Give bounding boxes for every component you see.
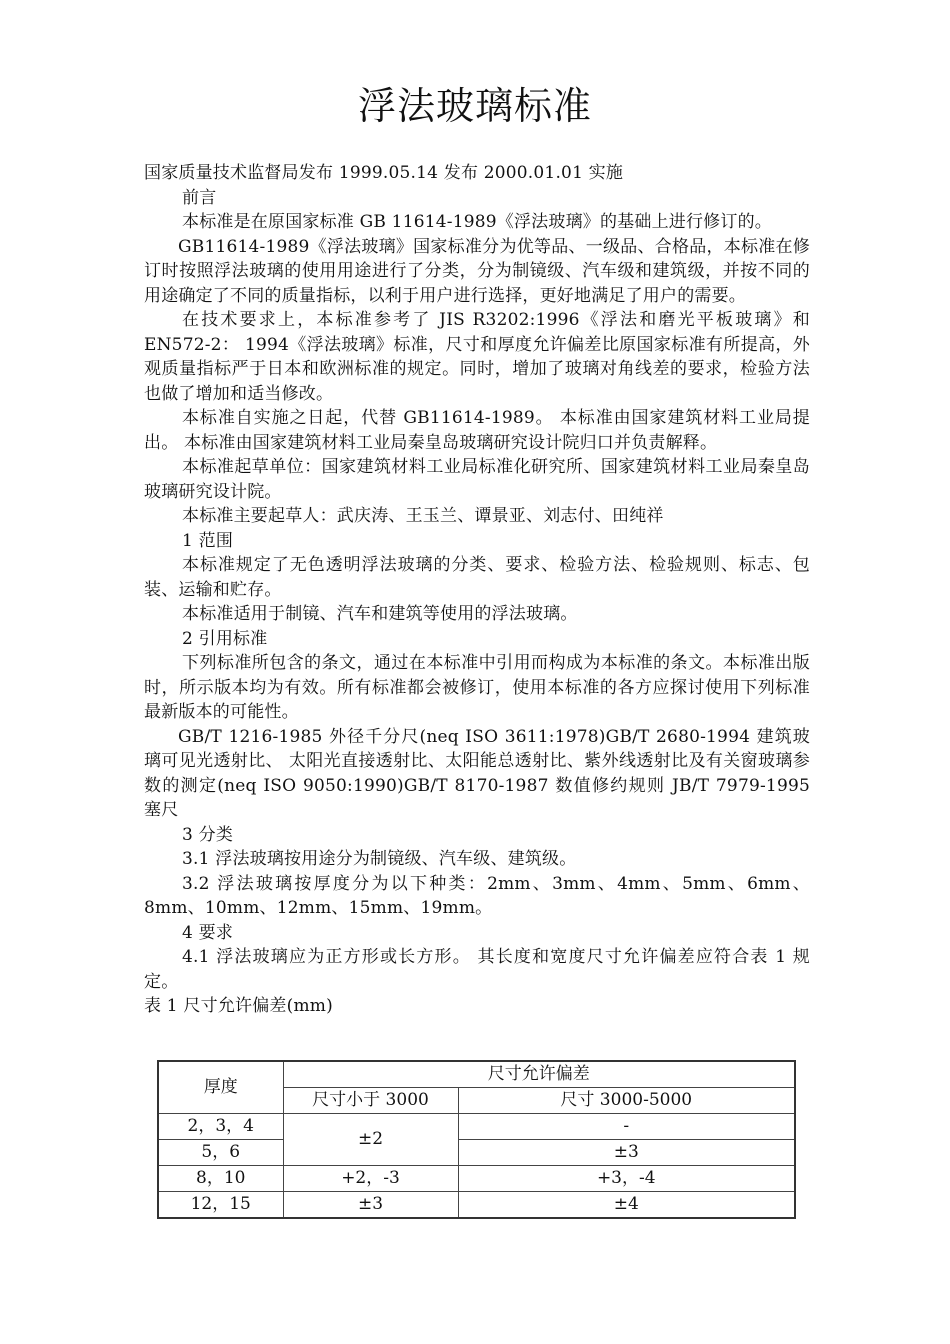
section-heading-foreword: 前言 bbox=[182, 187, 217, 208]
header-size-3000-5000: 尺寸 3000-5000 bbox=[458, 1088, 795, 1114]
section-heading-scope: 1 范围 bbox=[182, 530, 234, 551]
paragraph: GB/T 1216-1985 外径千分尺(neq ISO 3611:1978)GB/T 2680-1994 建筑玻璃可见光透射比、 太阳光直接透射比、太阳能总透射比、紫外线透射比及有关窗玻璃参数的测定(neq ISO 9050:1990)GB/T 8170-1987 数值修约规则 JB/T 7979-1995 塞尺 bbox=[144, 726, 810, 820]
table-row bbox=[158, 1114, 795, 1140]
header-deviation-group: 尺寸允许偏差 bbox=[283, 1061, 795, 1088]
document-body bbox=[144, 161, 810, 1019]
paragraph: 本标准起草单位：国家建筑材料工业局标准化研究所、国家建筑材料工业局秦皇岛玻璃研究设计院。 bbox=[144, 457, 810, 502]
cell-under-3000: ±3 bbox=[283, 1192, 458, 1219]
paragraph: 下列标准所包含的条文，通过在本标准中引用而构成为本标准的条文。本标准出版时，所示版本均为有效。所有标准都会被修订，使用本标准的各方应探讨使用下列标准最新版本的可能性。 bbox=[144, 653, 810, 722]
cell-under-3000: +2，-3 bbox=[283, 1166, 458, 1192]
cell-thickness: 2，3，4 bbox=[158, 1114, 283, 1140]
paragraph: 本标准自实施之日起，代替 GB11614-1989。 本标准由国家建筑材料工业局提出。 本标准由国家建筑材料工业局秦皇岛玻璃研究设计院归口并负责解释。 bbox=[144, 408, 810, 453]
table-row bbox=[158, 1192, 795, 1219]
table-row bbox=[158, 1140, 795, 1166]
cell-3000-5000: ±4 bbox=[458, 1192, 795, 1219]
paragraph: 本标准规定了无色透明浮法玻璃的分类、要求、检验方法、检验规则、标志、包装、运输和贮存。 bbox=[144, 555, 810, 600]
section-heading-requirements: 4 要求 bbox=[182, 922, 234, 943]
header-thickness: 厚度 bbox=[158, 1061, 283, 1114]
table-row bbox=[158, 1166, 795, 1192]
size-deviation-table bbox=[157, 1060, 796, 1219]
section-heading-classification: 3 分类 bbox=[182, 824, 234, 845]
section-heading-references: 2 引用标准 bbox=[182, 628, 268, 649]
cell-3000-5000: +3，-4 bbox=[458, 1166, 795, 1192]
paragraph: 3.1 浮法玻璃按用途分为制镜级、汽车级、建筑级。 bbox=[182, 849, 577, 869]
paragraph: 本标准适用于制镜、汽车和建筑等使用的浮法玻璃。 bbox=[182, 604, 578, 624]
paragraph: GB11614-1989《浮法玻璃》国家标准分为优等品、一级品、合格品，本标准在修订时按照浮法玻璃的使用用途进行了分类，分为制镜级、汽车级和建筑级，并按不同的用途确定了不同的质量指标，以利于用户进行选择，更好地满足了用户的需要。 bbox=[144, 236, 810, 306]
paragraph: 在技术要求上，本标准参考了 JIS R3202:1996《浮法和磨光平板玻璃》和 EN572-2： 1994《浮法玻璃》标准，尺寸和厚度允许偏差比原国家标准有所提高，外观质量指标严于日本和欧洲标准的规定。同时，增加了玻璃对角线差的要求，检验方法也做了增加和适当修改。 bbox=[144, 310, 810, 404]
paragraph: 4.1 浮法玻璃应为正方形或长方形。 其长度和宽度尺寸允许偏差应符合表 1 规定。 bbox=[144, 947, 810, 992]
cell-thickness: 5，6 bbox=[158, 1140, 283, 1166]
paragraph: 3.2 浮法玻璃按厚度分为以下种类：2mm、3mm、4mm、5mm、6mm、8mm、10mm、12mm、15mm、19mm。 bbox=[144, 873, 810, 918]
cell-3000-5000: ±3 bbox=[458, 1140, 795, 1166]
cell-under-3000: ±2 bbox=[283, 1114, 458, 1166]
publish-info: 国家质量技术监督局发布 1999.05.14 发布 2000.01.01 实施 bbox=[144, 163, 624, 183]
paragraph: 本标准主要起草人：武庆涛、王玉兰、谭景亚、刘志付、田纯祥 bbox=[182, 506, 664, 526]
paragraph: 本标准是在原国家标准 GB 11614-1989《浮法玻璃》的基础上进行修订的。 bbox=[182, 212, 772, 232]
cell-3000-5000: - bbox=[458, 1114, 795, 1140]
document-title: 浮法玻璃标准 bbox=[357, 84, 592, 128]
table-caption: 表 1 尺寸允许偏差(mm) bbox=[144, 996, 333, 1016]
cell-thickness: 8，10 bbox=[158, 1166, 283, 1192]
cell-thickness: 12，15 bbox=[158, 1192, 283, 1219]
header-size-under-3000: 尺寸小于 3000 bbox=[283, 1088, 458, 1114]
